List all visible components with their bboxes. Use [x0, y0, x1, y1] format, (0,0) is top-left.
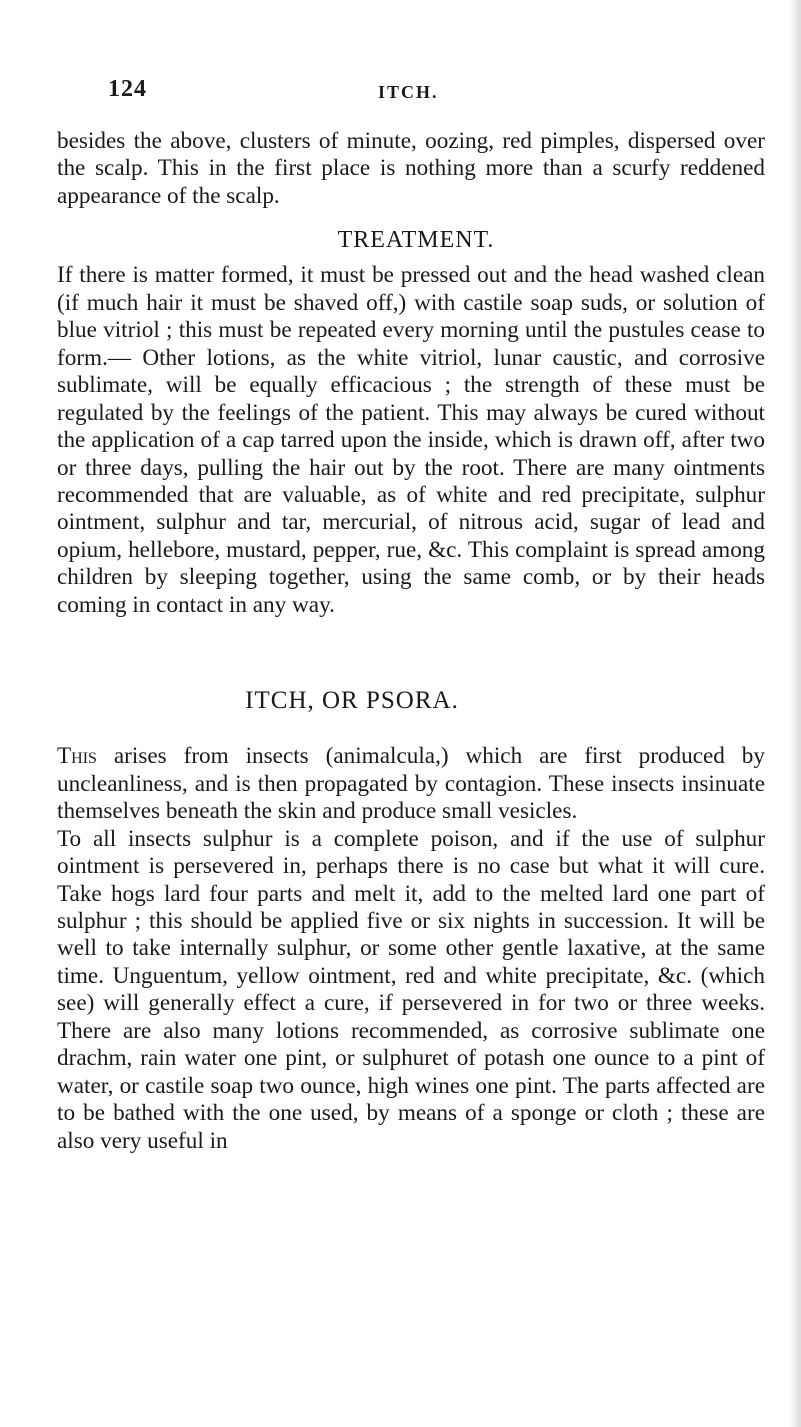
paragraph-itch-cause-text: arises from insects (animalcula,) which are first produced by uncleanliness, and is then propagated by contagion. These insects insinuate themselves beneath the skin and produce small vesicles.	[57, 743, 765, 825]
page-edge-shadow	[789, 0, 801, 1427]
section-heading-itch: ITCH, OR PSORA.	[245, 687, 459, 715]
paragraph-lead-word: This	[57, 743, 97, 770]
paragraph-itch-cause	[57, 743, 765, 825]
page-number: 124	[108, 76, 147, 102]
section-heading-treatment: TREATMENT.	[337, 227, 495, 254]
paragraph-itch-treatment: To all insects sulphur is a complete poison, and if the use of sulphur ointment is persevered in, perhaps there is no case but what it will cure. Take hogs lard four parts and melt it, add to the melted lard one part of sulphur ; this should be applied five or six nights in succession. It will be well to take internally sulphur, or some other gentle laxative, at the same time. Unguentum, yellow ointment, red and white precipitate, &c. (which see) will generally effect a cure, if persevered in for two or three weeks. There are also many lotions recommended, as corrosive sublimate one drachm, rain water one pint, or sulphuret of potash one ounce to a pint of water, or castile soap two ounce, high wines one pint. The parts affected are to be bathed with the one used, by means of a sponge or cloth ; these are also very useful in	[57, 825, 765, 1154]
paragraph-intro: besides the above, clusters of minute, oozing, red pimples, dispersed over the scalp. This in the first place is nothing more than a scurfy reddened appearance of the scalp.	[57, 128, 765, 209]
body-text	[57, 128, 765, 1155]
paragraph-treatment: If there is matter formed, it must be pressed out and the head washed clean (if much hair it must be shaved off,) with castile soap suds, or solution of blue vitriol ; this must be repeated every morning until the pustules cease to form.— Other lotions, as the white vitriol, lunar caustic, and corrosive sublimate, will be equally efficacious ; the strength of these must be regulated by the feelings of the patient. This may always be cured without the application of a cap tarred upon the inside, which is drawn off, after two or three days, pulling the hair out by the root. There are many ointments recommended that are valuable, as of white and red precipitate, sulphur ointment, sulphur and tar, mercurial, of nitrous acid, sugar of lead and opium, hellebore, mustard, pepper, rue, &c. This complaint is spread among children by sleeping together, using the same comb, or by their heads coming in contact in any way.	[57, 262, 765, 618]
running-head: ITCH.	[378, 82, 439, 102]
page-header	[108, 76, 708, 106]
